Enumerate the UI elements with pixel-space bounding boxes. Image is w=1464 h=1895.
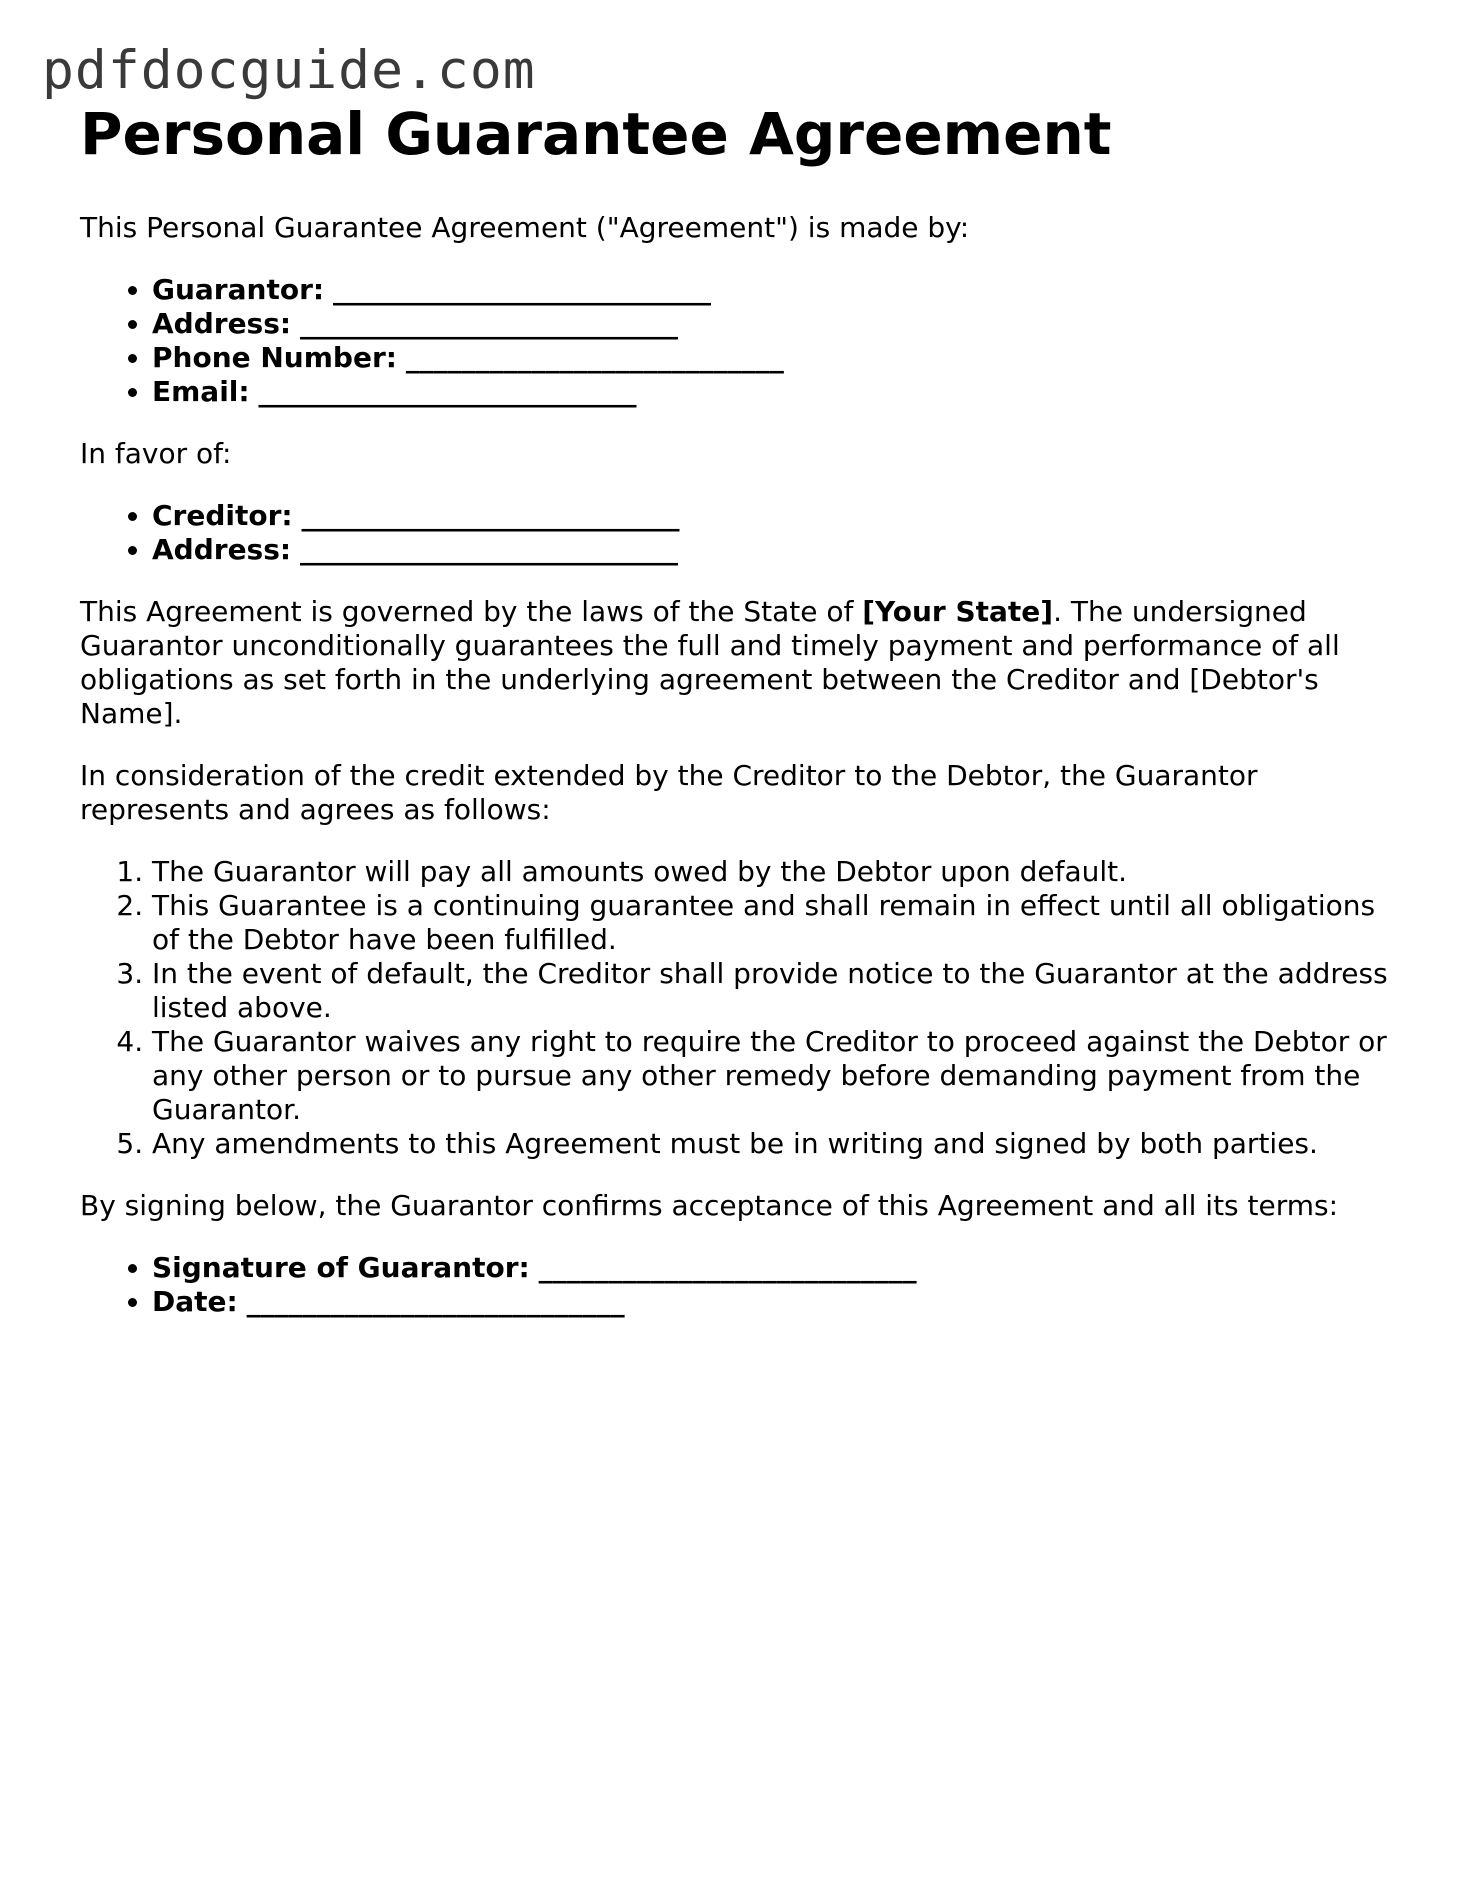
field-label: Phone Number: (152, 340, 397, 374)
creditor-name-field (152, 499, 1400, 533)
consideration-paragraph: In consideration of the credit extended by the Creditor to the Debtor, the Guarantor represents and agrees as follows: (80, 758, 1258, 826)
term-item: 2. This Guarantee is a continuing guarantee and shall remain in effect until all obligations of the Debtor have been fulfilled. (152, 889, 1400, 957)
terms-list (80, 855, 1400, 1161)
term-item: 5. Any amendments to this Agreement must be in writing and signed by both parties. (152, 1127, 1400, 1161)
term-item: 4. The Guarantor waives any right to require the Creditor to proceed against the Debtor or any other person or to pursue any other remedy before demanding payment from the Guarantor. (152, 1025, 1400, 1127)
term-item: 1. The Guarantor will pay all amounts owed by the Debtor upon default. (152, 855, 1400, 889)
in-favor-of-paragraph: In favor of: (80, 436, 232, 470)
guarantor-name-field (152, 273, 1400, 307)
field-label: Address: (152, 306, 292, 340)
acceptance-paragraph: By signing below, the Guarantor confirms acceptance of this Agreement and all its terms: (80, 1188, 1339, 1222)
signature-fields-list (80, 1251, 1400, 1319)
field-label: Signature of Guarantor: (152, 1250, 530, 1284)
field-blank[interactable]: ___________________________ (258, 374, 637, 408)
term-item: 3. In the event of default, the Creditor shall provide notice to the Guarantor at the address listed above. (152, 957, 1400, 1025)
intro-paragraph: This Personal Guarantee Agreement ("Agreement") is made by: (80, 210, 970, 244)
watermark-logo: pdfdocguide.com (42, 40, 536, 101)
field-blank[interactable]: ___________________________ (300, 306, 678, 340)
field-blank[interactable]: ___________________________ (332, 272, 711, 306)
field-label: Address: (152, 532, 292, 566)
field-blank[interactable]: ___________________________ (301, 498, 680, 532)
field-blank[interactable]: ___________________________ (405, 340, 784, 374)
guarantor-fields-list (80, 273, 1400, 409)
field-blank[interactable]: ___________________________ (300, 532, 678, 566)
governing-text: This Agreement is governed by the laws of the State of (80, 594, 863, 628)
governing-text: . The undersigned Guarantor unconditionally guarantees the full and timely payment and performance of all obligations as set forth in the underlying agreement between the Creditor and [Debtor's Name]. (80, 594, 1340, 730)
field-label: Date: (152, 1284, 238, 1318)
date-field (152, 1285, 1400, 1319)
governing-law-paragraph (80, 595, 1400, 731)
guarantor-address-field (152, 307, 1400, 341)
signature-field (152, 1251, 1400, 1285)
document-title: Personal Guarantee Agreement (80, 100, 1112, 168)
field-label: Creditor: (152, 498, 293, 532)
field-label: Guarantor: (152, 272, 325, 306)
state-placeholder: [Your State] (862, 594, 1054, 628)
document (80, 100, 1400, 1319)
creditor-fields-list (80, 499, 1400, 567)
field-blank[interactable]: ___________________________ (538, 1250, 917, 1284)
field-blank[interactable]: ___________________________ (246, 1284, 625, 1318)
guarantor-email-field (152, 375, 1400, 409)
field-label: Email: (152, 374, 250, 408)
guarantor-phone-field (152, 341, 1400, 375)
creditor-address-field (152, 533, 1400, 567)
